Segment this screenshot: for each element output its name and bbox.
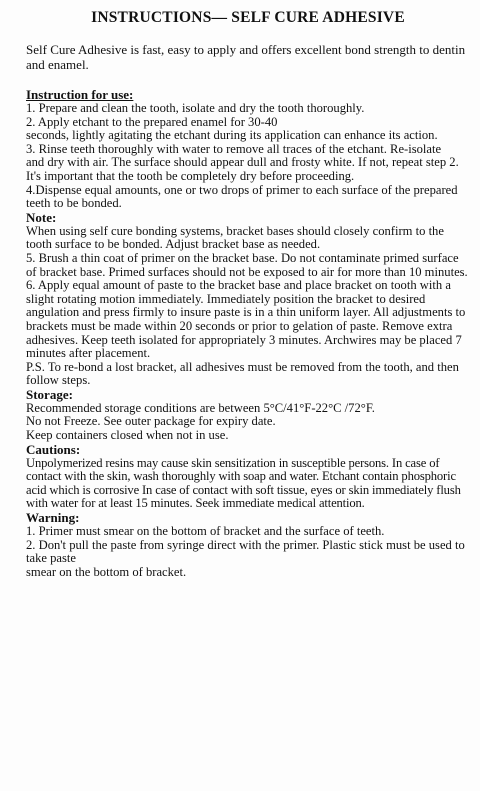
intro-paragraph: Self Cure Adhesive is fast, easy to apply and offers excellent bond strength to dentin and enamel. bbox=[26, 42, 466, 72]
step-4: 4.Dispense equal amounts, one or two drops of primer to each surface of the prepared teeth to be bonded. bbox=[26, 182, 458, 211]
cautions-heading: Cautions: bbox=[26, 441, 81, 457]
warning-heading: Warning: bbox=[26, 510, 80, 526]
step-1: 1. Prepare and clean the tooth, isolate and dry the tooth thoroughly. bbox=[26, 101, 365, 115]
step-5: 5. Brush a thin coat of primer on the bracket base. Do not contaminate primed surface of bracket base. Primed surfaces should not be exposed to air for more than 10 minutes. bbox=[26, 250, 468, 279]
step-2: 2. Apply etchant to the prepared enamel for 30-40 bbox=[26, 114, 278, 129]
note-paragraph: When using self cure bonding systems, bracket bases should closely confirm to the tooth surface to be bonded. Adjust bracket base as needed. bbox=[26, 223, 444, 252]
step-6: 6. Apply equal amount of paste to the bracket base and place bracket on tooth with a slight rotating motion immediately. Immediately position the bracket to desired angulation and press firmly to insure paste is in a thin uniform layer. All adjustments to brackets must be made within 20 seconds or prior to gelation of paste. Remove extra adhesives. Keep teeth isolated for appropriately 3 minutes. Archwires may be placed 7 minutes after placement. bbox=[26, 278, 466, 361]
storage-line-1: Recommended storage conditions are between 5°C/41°F-22°C /72°F. bbox=[26, 400, 375, 415]
instruction-heading: Instruction for use: bbox=[26, 87, 134, 102]
step-2-continued: seconds, lightly agitating the etchant during its application can enhance its action. bbox=[26, 128, 438, 143]
storage-line-2: No not Freeze. See outer package for expiry date. bbox=[26, 414, 276, 429]
ps-note: P.S. To re-bond a lost bracket, all adhesives must be removed from the tooth, and then follow steps. bbox=[26, 359, 459, 388]
storage-line-3: Keep containers closed when not in use. bbox=[26, 428, 229, 443]
cautions-paragraph: Unpolymerized resins may cause skin sensitization in susceptible persons. In case of contact with the skin, wash thoroughly with soap and water. Etchant contain phosphoric acid which is corrosive In case of contact with soft tissue, eyes or skin immediately flush with water for at least 15 minutes. Seek immediate medical attention. bbox=[26, 455, 461, 511]
warning-2-continued: smear on the bottom of bracket. bbox=[26, 564, 187, 579]
document-title: INSTRUCTIONS— SELF CURE ADHESIVE bbox=[91, 9, 405, 26]
storage-heading: Storage: bbox=[26, 386, 73, 402]
warning-2: 2. Don't pull the paste from syringe direct with the primer. Plastic stick must be used to take paste bbox=[26, 537, 465, 566]
step-3-continued: and dry with air. The surface should appear dull and frosty white. If not, repeat step 2. It's important that the tooth be completely dry before proceeding. bbox=[26, 155, 459, 183]
step-3: 3. Rinse teeth thoroughly with water to remove all traces of the etchant. Re-isolate bbox=[26, 141, 442, 156]
note-heading: Note: bbox=[26, 209, 57, 225]
warning-1: 1. Primer must smear on the bottom of bracket and the surface of teeth. bbox=[26, 524, 385, 539]
